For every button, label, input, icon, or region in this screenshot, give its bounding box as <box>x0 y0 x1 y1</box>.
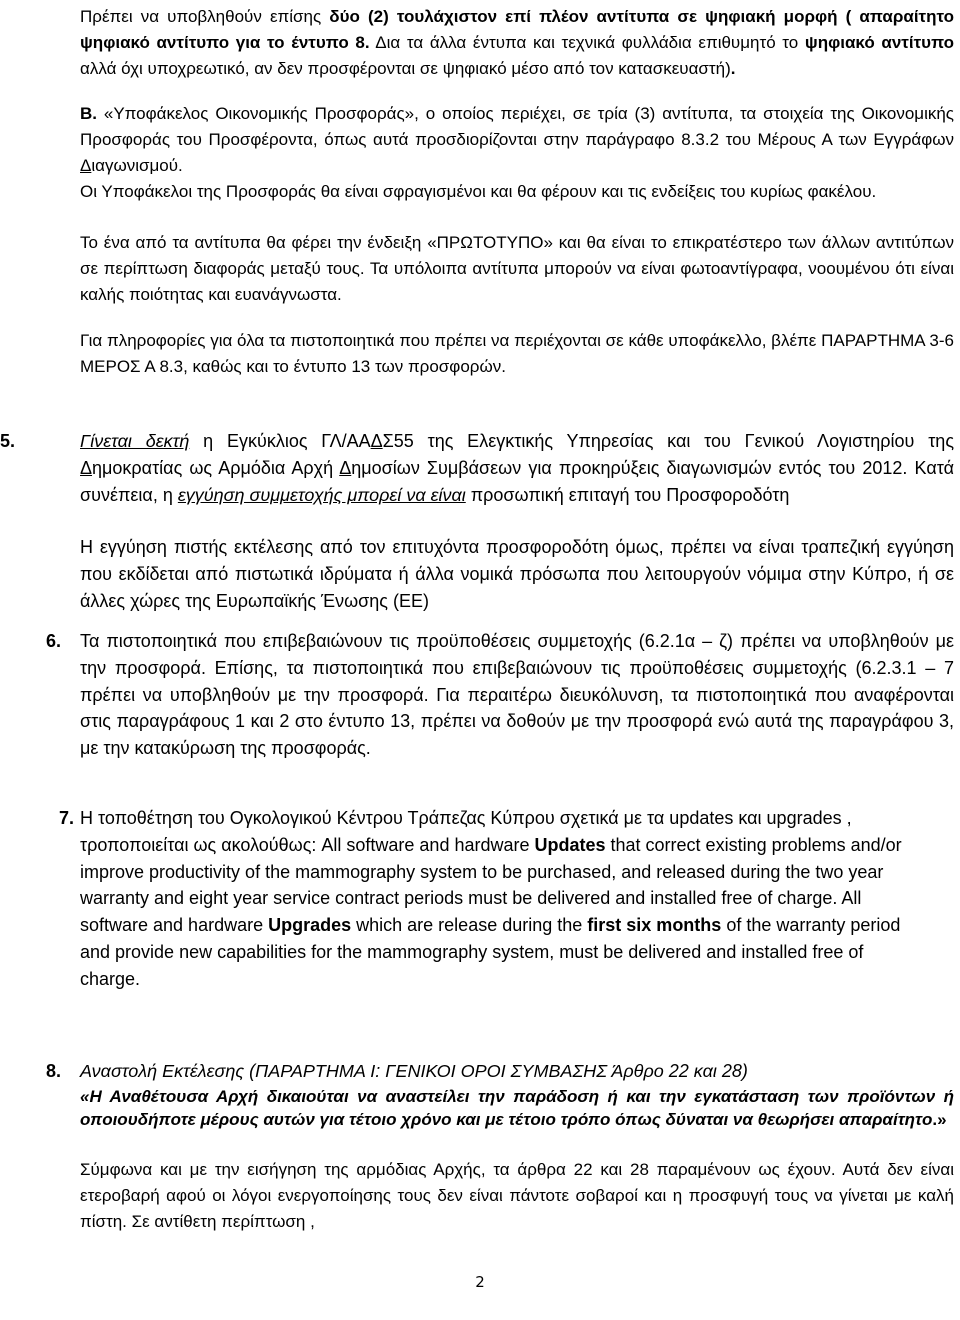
section-5-text: Γίνεται δεκτή η Εγκύκλιος ΓΛ/ΑΑΔΣ55 της Ελεγκτικής Υπηρεσίας και του Γενικού Λογιστηρίου της Δημοκρατίας ως Αρμόδια Αρχή Δημοσίων Συμβάσεων για προκηρύξεις διαγωνισμών εντός του 2012. Κατά συνέπεια, η εγγύηση συμμετοχής μπορεί να είναι προσωπική επιταγή του Προσφοροδότη <box>80 431 954 505</box>
section-8-quote: «Η Αναθέτουσα Αρχή δικαιούται να αναστείλει την παράδοση ή και την εγκατάσταση των προϊόντων ή οποιουδήποτε μέρους αυτών για τέτοιο χρόνο και με τέτοιο τρόπο όπως δύναται να θεωρήσει απαραίτητο.» <box>80 1087 954 1129</box>
section-8-text: Σύμφωνα και με την εισήγηση της αρμόδιας Αρχής, τα άρθρα 22 και 28 παραμένουν ως έχουν. Αυτά δεν είναι ετεροβαρή αφού οι λόγοι ενεργοποίησης τους δεν είναι πάντοτε σοβαροί και η προσφυγή τους να γίνεται με καλή πίστη. Σε αντίθετη περίπτωση , <box>80 1160 954 1231</box>
page-number: 2 <box>475 1273 485 1291</box>
section-5-guarantee-text: Η εγγύηση πιστής εκτέλεσης από τον επιτυχόντα προσφοροδότη όμως, πρέπει να είναι τραπεζική εγγύηση που εκδίδεται από πιστωτικά ιδρύματα ή άλλα νομικά πρόσωπα που λειτουργούν νόμιμα στην Κύπρο, ή σε άλλες χώρες της Ευρωπαϊκής Ένωσης (ΕΕ) <box>80 537 954 611</box>
section-7-text: Η τοποθέτηση του Ογκολογικού Κέντρου Τράπεζας Κύπρου σχετικά με τα updates και upgrades , τροποποιείται ως ακολούθως: All software and hardware Updates that correct existing problems and/or improve productivity of the mammography system to be purchased, and released during the two year warranty and eight year service contract periods must be delivered and installed free of charge. All software and hardware Upgrades which are release during the first six months of the warranty period and provide new capabilities for the mammography system, must be delivered and installed free of charge. <box>80 808 902 989</box>
section-5-number: 5. <box>0 431 16 451</box>
paragraph-original-copy: Το ένα από τα αντίτυπα θα φέρει την ένδειξη «ΠΡΩΤΟΤΥΠΟ» και θα είναι το επικρατέστερο των άλλων αντιτύπων σε περίπτωση διαφοράς μεταξύ τους. Τα υπόλοιπα αντίτυπα μπορούν να είναι φωτοαντίγραφα, νοουμένου ότι είναι καλής ποιότητας και ευανάγνωστα. <box>80 233 954 304</box>
paragraph-financial-envelope: B. «Υποφάκελος Οικονομικής Προσφοράς», ο οποίος περιέχει, σε τρία (3) αντίτυπα, τα στοιχεία της Οικονομικής Προσφοράς του Προσφέροντα, όπως αυτά προσδιορίζονται στην παράγραφο 8.3.2 του Μέρους Α των Εγγράφων Διαγωνισμού. <box>80 104 954 175</box>
section-8-title: Αναστολή Εκτέλεσης (ΠΑΡΑΡΤΗΜΑ Ι: ΓΕΝΙΚΟΙ ΟΡΟΙ ΣΥΜΒΑΣΗΣ Άρθρο 22 και 28) <box>80 1061 748 1081</box>
section-7-number: 7. <box>59 808 75 828</box>
section-6-text: Τα πιστοποιητικά που επιβεβαιώνουν τις προϋποθέσεις συμμετοχής (6.2.1α – ζ) πρέπει να υποβληθούν με την προσφορά. Επίσης, τα πιστοποιητικά που επιβεβαιώνουν τις προϋποθέσεις συμμετοχής (6.2.3.1 – 7 πρέπει να υποβληθούν με την προσφορά. Για περαιτέρω διευκόλυνση, τα πιστοποιητικά που αναφέρονται στις παραγράφους 1 και 2 στο έντυπο 13, πρέπει να δοθούν με την προσφορά ενώ αυτά της παραγράφου 3, με την κατακύρωση της προσφοράς. <box>80 631 954 759</box>
paragraph-sealed-envelopes: Οι Υποφάκελοι της Προσφοράς θα είναι σφραγισμένοι και θα φέρουν και τις ενδείξεις του κυρίως φακέλου. <box>80 182 877 201</box>
section-8-number: 8. <box>46 1061 62 1081</box>
section-6-number: 6. <box>46 631 62 651</box>
paragraph-certificates-info: Για πληροφορίες για όλα τα πιστοποιητικά που πρέπει να περιέχονται σε κάθε υποφάκελλο, βλέπε ΠΑΡΑΡΤΗΜΑ 3-6 ΜΕΡΟΣ Α 8.3, καθώς και το έντυπο 13 των προσφορών. <box>80 331 954 376</box>
paragraph-digital-copies: Πρέπει να υποβληθούν επίσης δύο (2) τουλάχιστον επί πλέον αντίτυπα σε ψηφιακή μορφή ( απαραίτητο ψηφιακό αντίτυπο για το έντυπο 8. Δια τα άλλα έντυπα και τεχνικά φυλλάδια επιθυμητό το ψηφιακό αντίτυπο αλλά όχι υποχρεωτικό, αν δεν προσφέρονται σε ψηφιακό μέσο από τον κατασκευαστή). <box>80 7 955 78</box>
